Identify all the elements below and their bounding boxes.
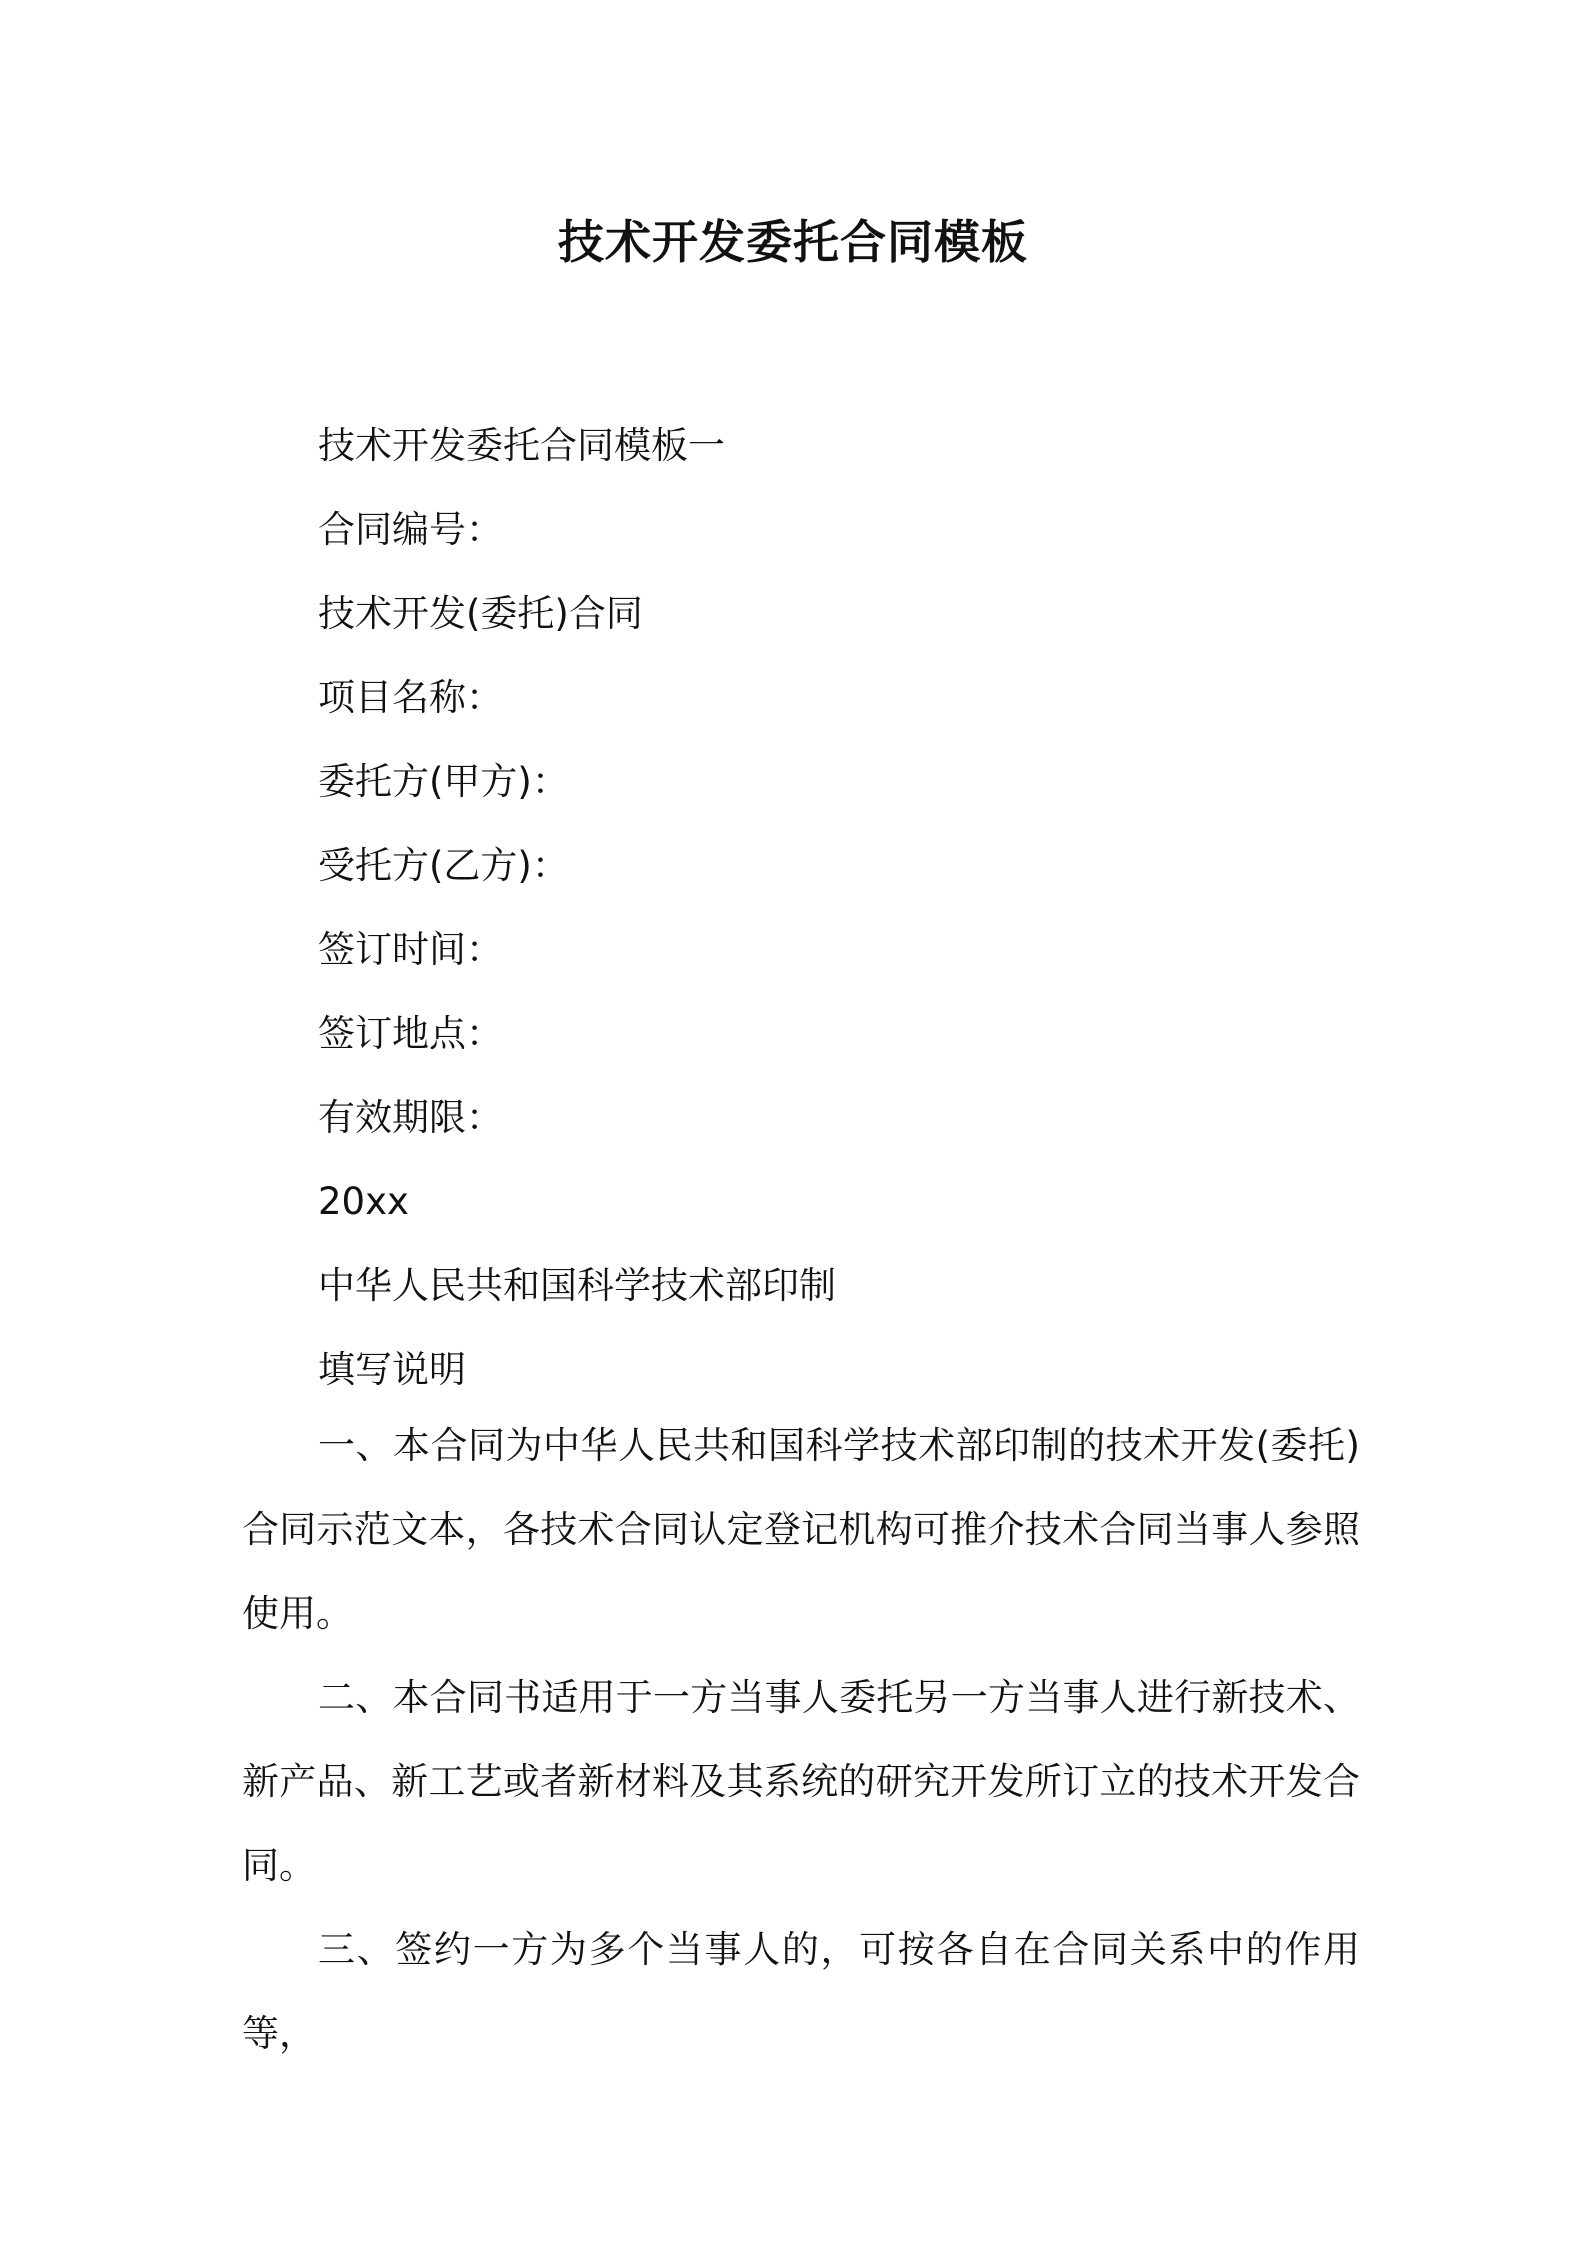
contract-type-line: 技术开发(委托)合同 <box>318 592 643 635</box>
party-a-line: 委托方(甲方)： <box>318 760 569 803</box>
issuer-line: 中华人民共和国科学技术部印制 <box>318 1264 836 1307</box>
paragraph-3: 三、签约一方为多个当事人的，可按各自在合同关系中的作用等， <box>242 1928 1360 2055</box>
paragraph-1: 一、本合同为中华人民共和国科学技术部印制的技术开发(委托)合同示范文本，各技术合同认定登记机构可推介技术合同当事人参照使用。 <box>242 1424 1360 1635</box>
contract-number-line: 合同编号： <box>318 508 503 551</box>
subtitle-line: 技术开发委托合同模板一 <box>318 424 725 467</box>
signing-time-line: 签订时间： <box>318 928 503 971</box>
party-b-line: 受托方(乙方)： <box>318 844 569 887</box>
instructions-body <box>242 1404 1360 2076</box>
year-line: 20xx <box>318 1180 409 1223</box>
project-name-line: 项目名称： <box>318 676 503 719</box>
validity-period-line: 有效期限： <box>318 1096 503 1139</box>
instructions-heading: 填写说明 <box>318 1348 466 1391</box>
paragraph-2: 二、本合同书适用于一方当事人委托另一方当事人进行新技术、新产品、新工艺或者新材料及其系统的研究开发所订立的技术开发合同。 <box>242 1676 1360 1887</box>
document-title: 技术开发委托合同模板 <box>558 215 1028 269</box>
signing-place-line: 签订地点： <box>318 1012 503 1055</box>
contract-field-list <box>318 404 1358 1412</box>
